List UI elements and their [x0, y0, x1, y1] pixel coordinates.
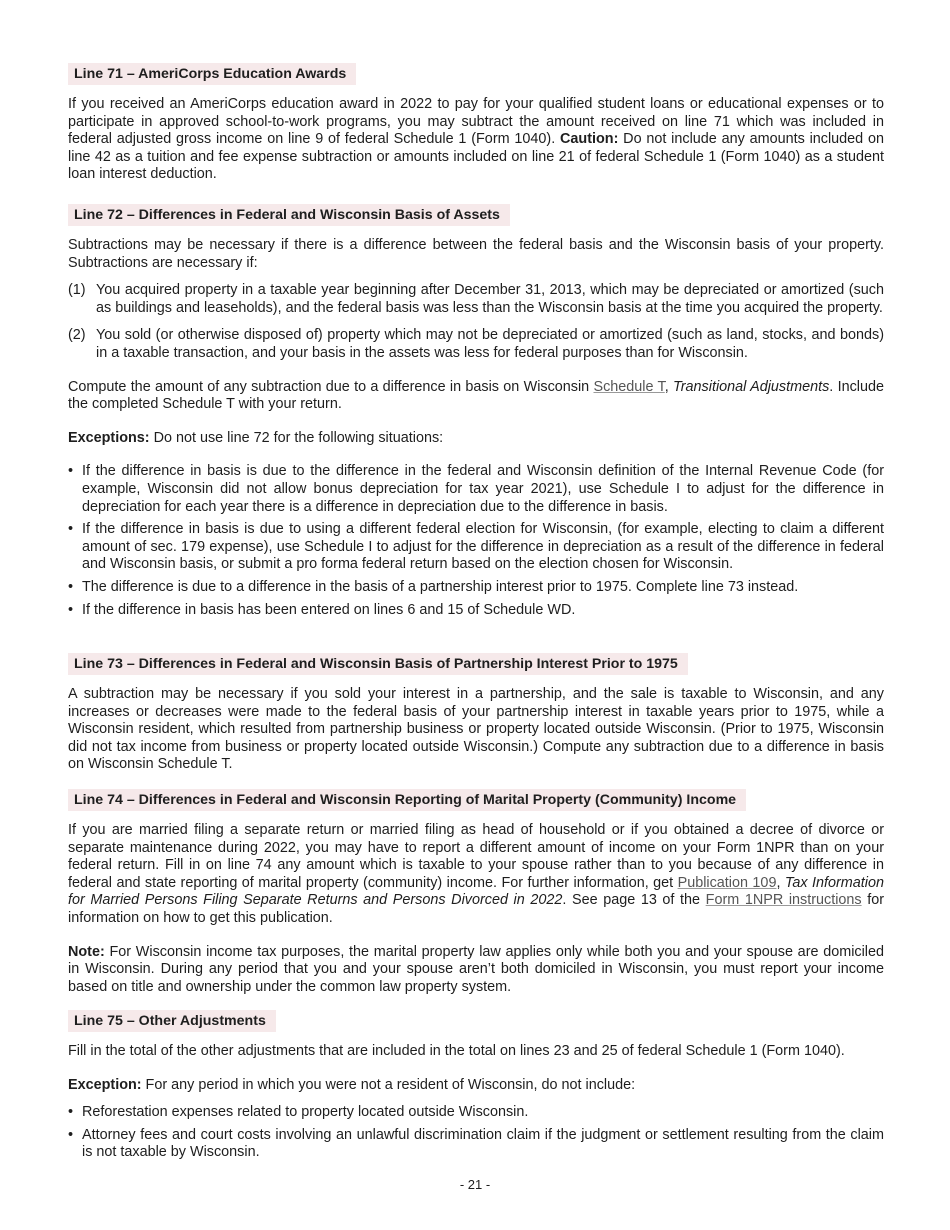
bullet-list — [68, 463, 884, 619]
section-heading: Line 71 – AmeriCorps Education Awards — [68, 63, 356, 85]
section-line-75 — [68, 1010, 884, 1167]
list-item: • If the difference in basis is due to the difference in the federal and Wisconsin definition of the Internal Revenue Code (for example, Wisconsin did not allow bonus depreciation for tax year 2021), use Schedule I to adjust for the difference in depreciation for each year there is a difference in depreciation due to the difference in basis. — [68, 463, 884, 515]
paragraph: A subtraction may be necessary if you sold your interest in a partnership, and the sale is taxable to Wisconsin, and any increases or decreases were made to the federal basis of your partnership interest in taxable years prior to 1975, while a Wisconsin resident, which resulted from partnership business or property located outside Wisconsin. (Prior to 1975, Wisconsin did not tax income from business or property located outside Wisconsin.) Compute any subtraction due to a difference in basis on Wisconsin Schedule T. — [68, 686, 884, 773]
paragraph: Fill in the total of the other adjustments that are included in the total on lines 23 and 25 of federal Schedule 1 (Form 1040). — [68, 1043, 845, 1059]
section-heading: Line 75 – Other Adjustments — [68, 1010, 276, 1032]
list-item: (2) You sold (or otherwise disposed of) property which may not be depreciated or amortized (such as land, stocks, and bonds) in a taxable transaction, and your basis in the assets was less for federal purposes than for Wisconsin. — [68, 327, 884, 361]
list-item: • If the difference in basis has been entered on lines 6 and 15 of Schedule WD. — [68, 601, 576, 618]
list-item: • If the difference in basis is due to using a different federal election for Wisconsin, (for example, electing to claim a different amount of sec. 179 expense), use Schedule I to adjust for the difference in depreciation as a result of the difference in federal and Wisconsin basis, or submit a pro forma federal return based on the election chosen for Wisconsin. — [68, 521, 884, 573]
paragraph: Exceptions: Do not use line 72 for the following situations: — [68, 429, 444, 446]
list-item: • Reforestation expenses related to property located outside Wisconsin. — [68, 1104, 529, 1121]
list-item: (1) You acquired property in a taxable year beginning after December 31, 2013, which may be depreciated or amortized (such as buildings and leaseholds), and the federal basis was less than the Wisconsin basis at the time you acquired the property. — [68, 282, 884, 316]
paragraph: Subtractions may be necessary if there is a difference between the federal basis and the Wisconsin basis of your property. Subtractions are necessary if: — [68, 237, 884, 271]
section-line-72 — [68, 204, 884, 624]
section-heading: Line 72 – Differences in Federal and Wisconsin Basis of Assets — [68, 204, 510, 226]
list-item: • The difference is due to a difference in the basis of a partnership interest prior to 1975. Complete line 73 instead. — [68, 578, 799, 595]
section-heading: Line 73 – Differences in Federal and Wisconsin Basis of Partnership Interest Prior to 1975 — [68, 653, 688, 675]
form-1npr-instructions-link[interactable]: Form 1NPR instructions — [705, 892, 862, 909]
publication-109-link[interactable]: Publication 109 — [677, 874, 777, 891]
section-line-71 — [68, 63, 884, 184]
numbered-list — [68, 282, 884, 362]
bullet-list — [68, 1104, 884, 1162]
paragraph: If you received an AmeriCorps education award in 2022 to pay for your qualified student loans or educational expenses or to participate in approved school-to-work programs, you may subtract the amount received on line 71 which was included in federal adjusted gross income on line 9 of federal Schedule 1 (Form 1040). Caution: Do not include any amounts included on line 42 as a tuition and fee expense subtraction or amounts included on line 21 of federal Schedule 1 (Form 1040) as a student loan interest deduction. — [68, 96, 884, 183]
list-item: • Attorney fees and court costs involving an unlawful discrimination claim if the judgment or settlement resulting from the claim is not taxable by Wisconsin. — [68, 1126, 884, 1161]
schedule-t-link[interactable]: Schedule T — [593, 378, 665, 395]
section-line-74 — [68, 789, 884, 996]
paragraph: Note: For Wisconsin income tax purposes, the marital property law applies only while both you and your spouse are domiciled in Wisconsin. During any period that you and your spouse aren’t both domiciled in Wisconsin, you must report your income based on title and ownership under the common law property system. — [68, 943, 884, 995]
paragraph: Compute the amount of any subtraction due to a difference in basis on Wisconsin Schedule T, Transitional Adjustments. Include the completed Schedule T with your return. — [68, 378, 884, 413]
page-number: - 21 - — [459, 1177, 491, 1192]
paragraph: If you are married filing a separate return or married filing as head of household or if you obtained a decree of divorce or separate maintenance during 2022, you may have to report a different amount of income on your Form 1NPR than on your federal return. Fill in on line 74 any amount which is taxable to your spouse rather than to you because of any difference in federal and state reporting of marital property (community) income. For further information, get Publication 109, Tax Information for Married Persons Filing Separate Returns and Persons Divorced in 2022. See page 13 of the Form 1NPR instructions for information on how to get this publication. — [68, 822, 885, 926]
paragraph: Exception: For any period in which you were not a resident of Wisconsin, do not include: — [68, 1076, 636, 1093]
section-line-73 — [68, 653, 884, 774]
section-heading: Line 74 – Differences in Federal and Wisconsin Reporting of Marital Property (Community) Income — [68, 789, 746, 811]
